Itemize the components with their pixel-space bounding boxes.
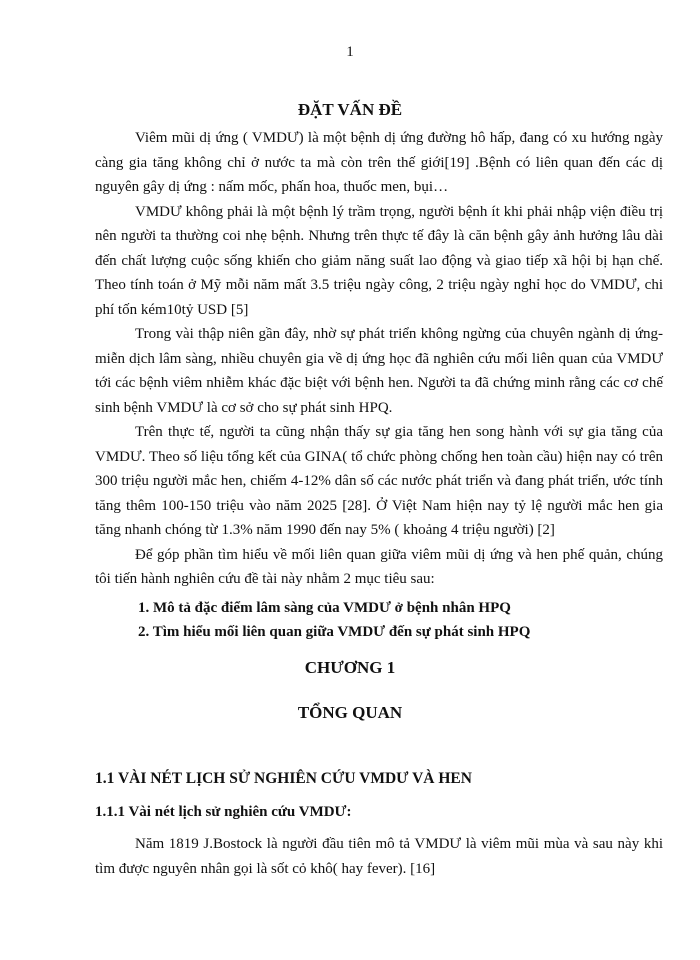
page-number: 1 [346,44,354,60]
paragraph: Trong vài thập niên gần đây, nhờ sự phát triển không ngừng của chuyên ngành dị ứng-miễn dịch lâm sàng, nhiều chuyên gia về dị ứng học đã nghiên cứu mối liên quan của VMDƯ tới các bệnh viêm nhiễm khác đặc biệt với bệnh hen. Người ta đã chứng minh rằng các cơ chế sinh bệnh VMDƯ là cơ sở cho sự phát sinh HPQ. [95,326,663,416]
paragraph: Năm 1819 J.Bostock là người đầu tiên mô tả VMDƯ là viêm mũi mùa và sau này khi tìm được nguyên nhân gọi là sốt cỏ khô( hay fever). [16] [95,836,663,877]
page-heading: ĐẶT VẤN ĐỀ [297,100,403,119]
objective-item: 1. Mô tả đặc điểm lâm sàng của VMDƯ ở bệnh nhân HPQ [138,600,511,616]
objectives-list [138,596,530,644]
chapter-subtitle: TỔNG QUAN [297,703,403,722]
subsection-heading: 1.1.1 Vài nét lịch sử nghiên cứu VMDƯ: [95,804,352,820]
paragraph: VMDƯ không phải là một bệnh lý trầm trọng, người bệnh ít khi phải nhập viện điều trị nên người ta thường coi nhẹ bệnh. Nhưng trên thực tế đây là căn bệnh gây ảnh hưởng lâu dài đến chất lượng cuộc sống khiến cho giảm năng suất lao động và giao tiếp xã hội bị hạn chế. Theo tính toán ở Mỹ mỗi năm mất 3.5 triệu ngày công, 2 triệu ngày nghỉ học do VMDƯ, chi phí tốn kém10tỷ USD [5] [95,203,663,318]
paragraph: Trên thực tế, người ta cũng nhận thấy sự gia tăng hen song hành với sự gia tăng của VMDƯ. Theo số liệu tổng kết của GINA( tổ chức phòng chống hen toàn cầu) hiện nay có trên 300 triệu người mắc hen, chiếm 4-12% dân số các nước phát triển và đang phát triển, ước tính tăng thêm 100-150 triệu vào năm 2025 [28]. Ở Việt Nam hiện nay tỷ lệ người mắc hen gia tăng nhanh chóng từ 1.3% năm 1990 đến nay 5% ( khoảng 4 triệu người) [2] [95,424,663,538]
chapter-title: CHƯƠNG 1 [304,658,396,677]
subsection-body [95,832,663,881]
intro-body [95,126,663,592]
paragraph: Để góp phần tìm hiểu về mối liên quan giữa viêm mũi dị ứng và hen phế quản, chúng tôi tiến hành nghiên cứu đề tài này nhằm 2 mục tiêu sau: [95,546,663,587]
objective-item: 2. Tìm hiểu mối liên quan giữa VMDƯ đến sự phát sinh HPQ [138,624,531,640]
section-heading: 1.1 VÀI NÉT LỊCH SỬ NGHIÊN CỨU VMDƯ VÀ HEN [95,770,472,787]
paragraph: Viêm mũi dị ứng ( VMDƯ) là một bệnh dị ứng đường hô hấp, đang có xu hướng ngày càng gia tăng không chỉ ở nước ta mà còn trên thế giới[19] .Bệnh có liên quan đến các dị nguyên gây dị ứng : nấm mốc, phấn hoa, thuốc men, bụi… [95,130,663,195]
